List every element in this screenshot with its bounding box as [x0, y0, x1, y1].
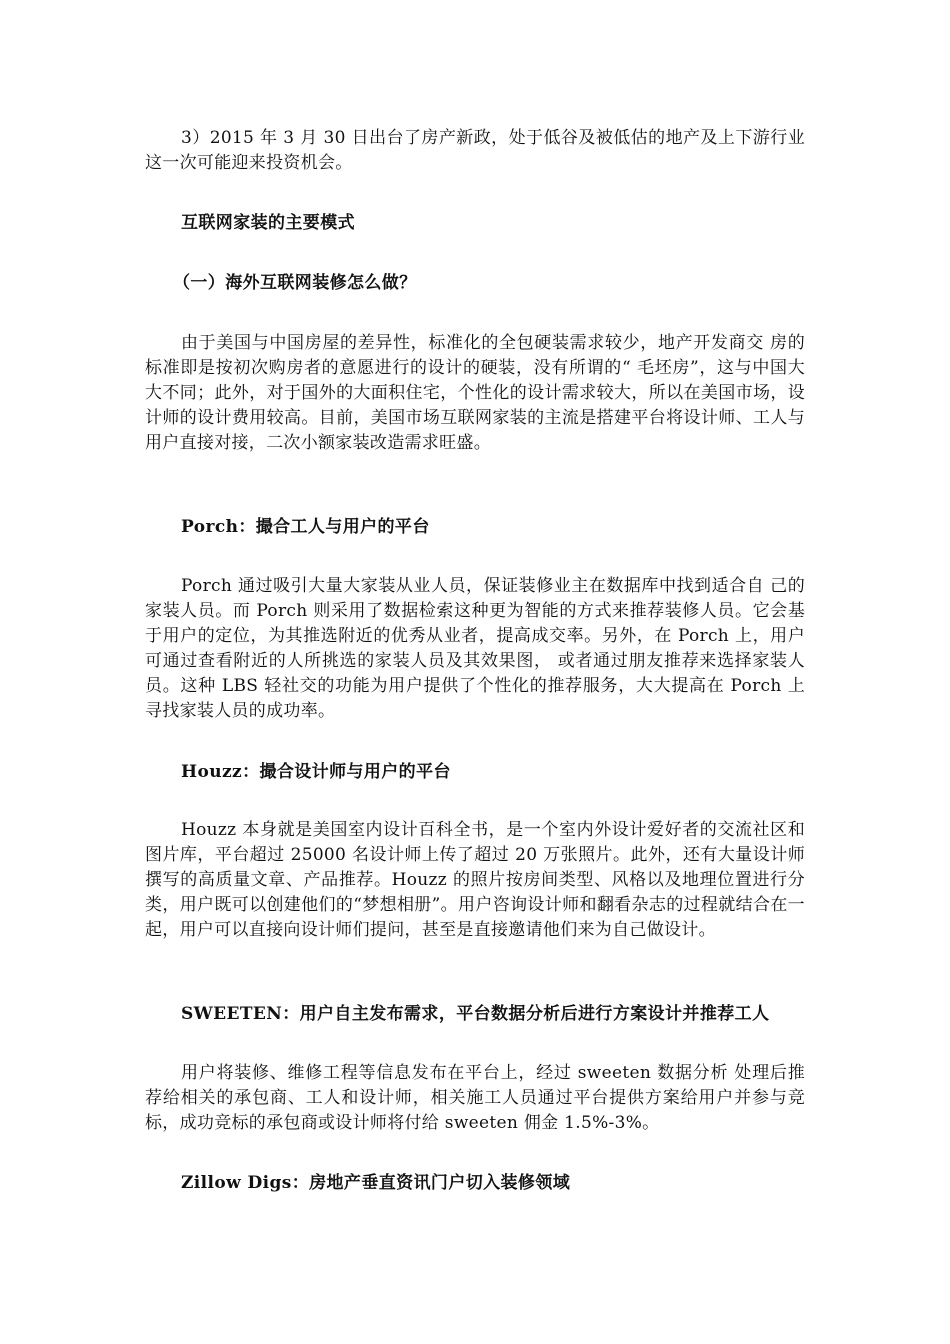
section-heading-porch: Porch：撮合工人与用户的平台: [181, 517, 430, 537]
section-heading-zillow: Zillow Digs：房地产垂直资讯门户切入装修领域: [181, 1173, 571, 1193]
section-heading-sweeten: SWEETEN：用户自主发布需求，平台数据分析后进行方案设计并推荐工人: [181, 1004, 770, 1024]
paragraph-sweeten: 用户将装修、维修工程等信息发布在平台上，经过 sweeten 数据分析 处理后推荐给相关的承包商、工人和设计师，相关施工人员通过平台提供方案给用户并参与竞标，成功竞标的承包商或设计师将付给 sweeten 佣金 1.5%-3%。: [145, 1063, 805, 1133]
paragraph-policy: 3）2015 年 3 月 30 日出台了房产新政，处于低谷及被低估的地产及上下游行业这一次可能迎来投资机会。: [145, 128, 805, 173]
section-heading-houzz: Houzz：撮合设计师与用户的平台: [181, 762, 451, 782]
section-heading-overseas: （一）海外互联网装修怎么做？: [173, 273, 417, 293]
paragraph-overseas: 由于美国与中国房屋的差异性，标准化的全包硬装需求较少，地产开发商交 房的标准即是按初次购房者的意愿进行的设计的硬装，没有所谓的“ 毛坯房”，这与中国大大不同；此外，对于国外的大面积住宅，个性化的设计需求较大，所以在美国市场，设计师的设计费用较高。目前，美国市场互联网家装的主流是搭建平台将设计师、工人与用户直接对接，二次小额家装改造需求旺盛。: [145, 333, 805, 453]
section-heading-main-models: 互联网家装的主要模式: [181, 213, 355, 233]
paragraph-houzz: Houzz 本身就是美国室内设计百科全书，是一个室内外设计爱好者的交流社区和图片库，平台超过 25000 名设计师上传了超过 20 万张照片。此外，还有大量设计师撰写的高质量文章、产品推荐。Houzz 的照片按房间类型、风格以及地理位置进行分类，用户既可以创建他们的“梦想相册”。用户咨询设计师和翻看杂志的过程就结合在一起，用户可以直接向设计师们提问，甚至是直接邀请他们来为自己做设计。: [145, 820, 805, 940]
paragraph-porch: Porch 通过吸引大量大家装从业人员，保证装修业主在数据库中找到适合自 己的家装人员。而 Porch 则采用了数据检索这种更为智能的方式来推荐装修人员。它会基于用户的定位，为其推选附近的优秀从业者，提高成交率。另外，在 Porch 上，用户可通过查看附近的人所挑选的家装人员及其效果图， 或者通过朋友推荐来选择家装人员。这种 LBS 轻社交的功能为用户提供了个性化的推荐服务，大大提高在 Porch 上寻找家装人员的成功率。: [145, 576, 805, 721]
